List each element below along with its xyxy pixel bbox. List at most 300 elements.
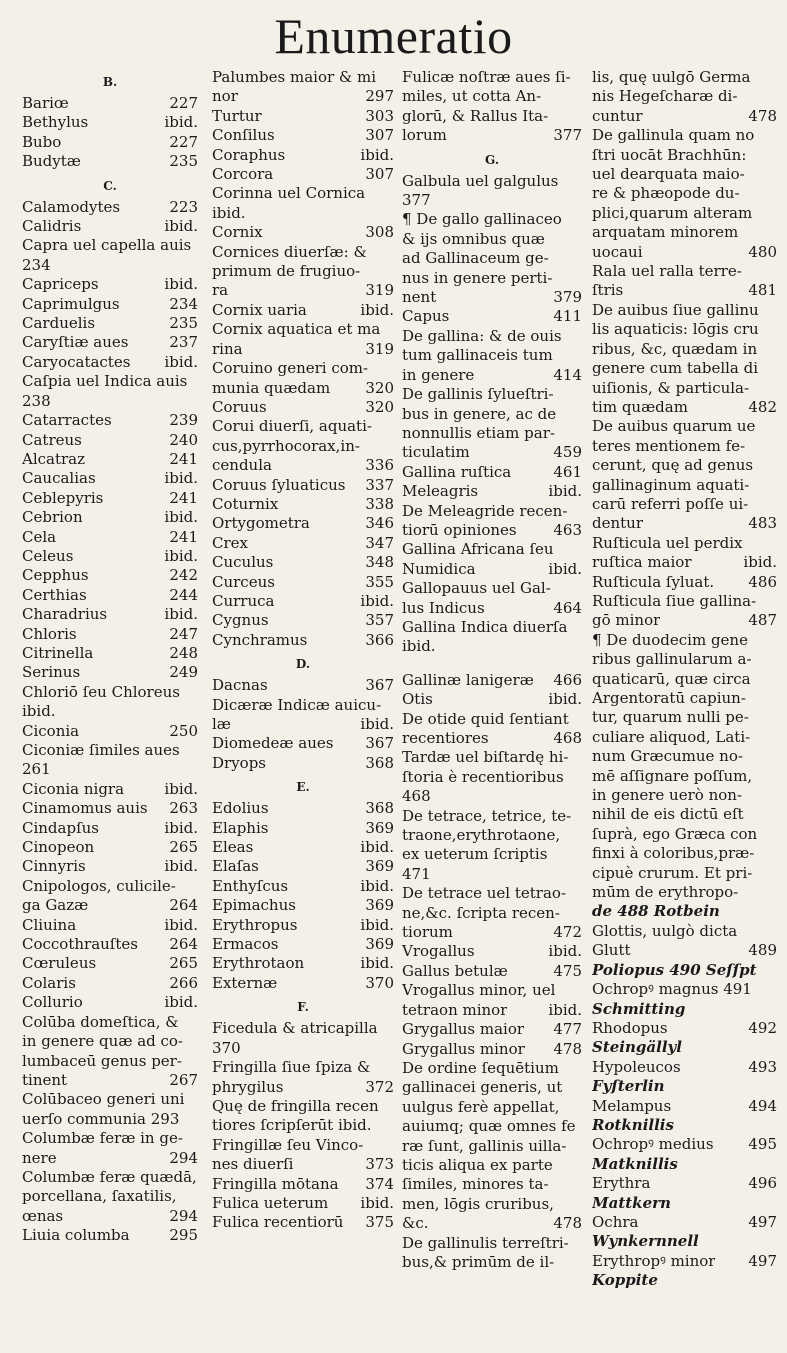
entry-page-ref: 320 [365, 378, 394, 397]
entry-page-ref: ibid. [164, 546, 198, 565]
index-entry-line: ſimiles, minores ta- [402, 1175, 549, 1194]
entry-term: Erythrotaon [212, 954, 305, 973]
entry-page-ref: 347 [365, 533, 394, 552]
entry-page-ref: ibid. [360, 300, 394, 319]
index-entry-line: Ficedula & atricapilla [212, 1019, 378, 1038]
entry-page-ref: 369 [365, 896, 394, 915]
index-entry [212, 592, 394, 611]
entry-term: Colaris [22, 973, 76, 992]
index-entry [22, 916, 198, 935]
index-entry [22, 450, 198, 469]
index-entry [212, 1194, 394, 1213]
index-entry-line: Dicæræ Indicæ auicu- [212, 695, 382, 714]
index-entry-line: Rala uel ralla terre- [592, 262, 742, 281]
index-entry [22, 1149, 198, 1168]
entry-term: Catreus [22, 430, 82, 449]
index-entry-line: Cornix aquatica et ma [212, 320, 381, 339]
entry-term: Alcatraz [22, 449, 86, 468]
index-entry [592, 281, 777, 300]
index-entry [592, 611, 777, 630]
entry-page-ref: 346 [365, 514, 394, 533]
section-letter-heading: F. [297, 1000, 309, 1015]
entry-page-ref: ibid. [360, 715, 394, 733]
entry-term: Ruſticula ſyluat. [592, 572, 715, 591]
entry-term: Budytæ [22, 152, 81, 171]
index-entry [212, 281, 394, 300]
index-entry-line: Columbæ feræ quædā, [22, 1167, 197, 1186]
index-entry-line: Chloriō ſeu Chloreus [22, 682, 180, 701]
entry-term: Cynchramus [212, 630, 308, 649]
entry-page-ref: ibid. [360, 876, 394, 895]
index-entry [22, 993, 198, 1012]
entry-term: Charadrius [22, 605, 108, 624]
entry-term: œnas [22, 1206, 64, 1225]
index-entry-line: cipuè crurum. Et pri- [592, 863, 753, 882]
entry-term: Cebrion [22, 508, 83, 527]
entry-page-ref: 493 [748, 1057, 777, 1076]
index-entry-line: 377 [402, 191, 431, 210]
index-entry [22, 133, 198, 152]
index-entry [22, 935, 198, 954]
index-entry-line: De Meleagride recen- [402, 501, 568, 520]
entry-term: lus Indicus [402, 598, 485, 617]
index-entry-line: Corinna uel Cornica [212, 184, 366, 203]
index-entry [212, 495, 394, 514]
entry-term: cuntur [592, 106, 643, 125]
index-entry-line: Columbæ feræ in ge- [22, 1129, 183, 1148]
index-entry [592, 1097, 777, 1116]
entry-page-ref: 468 [553, 729, 582, 747]
entry-page-ref: ibid. [164, 818, 198, 837]
index-entry-line: Gallina Indica diuerſa [402, 617, 568, 636]
index-entry-line: ſuprà, ego Græca con [592, 824, 758, 843]
index-entry-line: Steingällyl [592, 1038, 682, 1057]
index-entry [22, 469, 198, 488]
entry-term: Bethylus [22, 113, 89, 132]
index-entry-line: bus in genere, ac de [402, 404, 557, 423]
entry-page-ref: 239 [169, 411, 198, 430]
index-entry-line: lumbaceū genus per- [22, 1051, 182, 1070]
entry-term: dentur [592, 514, 643, 533]
entry-page-ref: 374 [365, 1174, 394, 1193]
index-entry [212, 146, 394, 165]
entry-page-ref: 348 [365, 553, 394, 572]
index-entry [212, 1078, 394, 1097]
index-entry [592, 1019, 777, 1038]
index-entry [22, 295, 198, 314]
index-entry [212, 456, 394, 475]
entry-term: ra [212, 281, 229, 300]
index-entry [212, 611, 394, 630]
entry-page-ref: 369 [365, 935, 394, 954]
entry-page-ref: 264 [169, 896, 198, 915]
entry-page-ref: ibid. [164, 217, 198, 236]
index-entry-line: re & phæopode du- [592, 184, 740, 203]
entry-page-ref: 320 [365, 397, 394, 416]
index-entry [402, 1020, 582, 1039]
entry-term: Fulica recentiorū [212, 1213, 344, 1232]
index-entry-line: ne,&c. ſcripta recen- [402, 903, 560, 922]
index-entry-line: men, lōgis cruribus, [402, 1194, 554, 1213]
index-entry-line: ¶ De gallo gallinaceo [402, 210, 562, 229]
entry-term: Enthyſcus [212, 876, 289, 895]
entry-term: nes diuerſi [212, 1155, 294, 1174]
index-entry-line: nonnullis etiam par- [402, 423, 555, 442]
index-entry-line: miles, ut cotta An- [402, 87, 542, 106]
entry-term: Glutt [592, 941, 631, 960]
entry-page-ref: ibid. [164, 605, 198, 624]
entry-term: Coruus [212, 397, 267, 416]
entry-page-ref: 369 [365, 857, 394, 876]
entry-page-ref: 366 [365, 630, 394, 649]
entry-page-ref: 480 [748, 242, 777, 261]
index-entry [22, 1071, 198, 1090]
entry-term: tiorum [402, 923, 453, 942]
index-entry [22, 198, 198, 217]
index-entry-line: ribus, &c, quædam in [592, 339, 758, 358]
index-entry-line: Ochropꝰ magnus 491 [592, 980, 752, 999]
entry-page-ref: 265 [169, 838, 198, 857]
entry-term: Ochropꝰ medius [592, 1135, 714, 1154]
entry-page-ref: ibid. [743, 553, 777, 572]
index-entry-line: in genere quæ ad co- [22, 1032, 184, 1051]
entry-term: læ [212, 715, 231, 733]
entry-page-ref: 227 [169, 94, 198, 112]
entry-term: Caucalias [22, 469, 96, 488]
entry-term: Elaſas [212, 857, 259, 876]
index-entry [402, 1214, 582, 1233]
entry-page-ref: 367 [365, 676, 394, 695]
index-entry [402, 729, 582, 748]
index-entry-line: 370 [212, 1038, 241, 1057]
entry-term: Serinus [22, 663, 81, 682]
entry-term: recentiores [402, 729, 489, 747]
index-entry [22, 411, 198, 430]
index-entry [402, 366, 582, 385]
entry-term: Externæ [212, 973, 278, 992]
entry-term: Cliuina [22, 915, 77, 934]
index-entry-line: cerunt, quę ad genus [592, 456, 754, 475]
index-entry [212, 857, 394, 876]
index-entry [22, 838, 198, 857]
entry-page-ref: 263 [169, 799, 198, 818]
index-entry [402, 690, 582, 709]
entry-page-ref: 497 [748, 1251, 777, 1270]
entry-term: uocaui [592, 242, 643, 261]
entry-page-ref: 463 [553, 520, 582, 539]
entry-page-ref: 495 [748, 1135, 777, 1154]
entry-term: Meleagris [402, 482, 479, 501]
index-entry [212, 165, 394, 184]
index-entry-line: ibid. [22, 702, 56, 721]
index-entry [402, 1001, 582, 1020]
index-entry-line: 261 [22, 760, 51, 779]
entry-page-ref: 244 [169, 585, 198, 604]
index-entry [402, 1040, 582, 1059]
index-entry-line: Colūba domeſtica, & [22, 1012, 179, 1031]
entry-term: Caprimulgus [22, 294, 120, 313]
entry-term: Edolius [212, 799, 269, 818]
index-entry-line: ex ueterum ſcriptis [402, 845, 548, 864]
index-entry-line: Argentoratū capiun- [592, 689, 746, 707]
index-entry [22, 508, 198, 527]
entry-page-ref: 294 [169, 1206, 198, 1225]
entry-page-ref: 379 [553, 288, 582, 307]
entry-page-ref: 235 [169, 314, 198, 333]
entry-term: Crex [212, 533, 248, 552]
entry-page-ref: 478 [748, 106, 777, 125]
entry-page-ref: 307 [365, 126, 394, 145]
index-entry-line: Ruſticula uel perdix [592, 533, 743, 552]
index-entry-line: Fringillæ ſeu Vinco- [212, 1135, 364, 1154]
entry-page-ref: 319 [365, 281, 394, 300]
entry-page-ref: 227 [169, 132, 198, 151]
entry-term: Coraphus [212, 145, 286, 164]
entry-term: Cindapſus [22, 818, 99, 837]
entry-page-ref: 241 [169, 527, 198, 546]
index-entry [22, 528, 198, 547]
index-entry-line: lis, quę uulgō Germa [592, 68, 751, 86]
index-entry-line: Fyſterlin [592, 1077, 665, 1096]
index-entry-line: ad Gallinaceum ge- [402, 249, 549, 268]
entry-page-ref: 319 [365, 339, 394, 358]
index-entry-line: carū referri poſſe ui- [592, 494, 749, 513]
index-entry-line: Tardæ uel biſtardę hi- [402, 748, 569, 767]
entry-page-ref: 338 [365, 494, 394, 513]
entry-term: Bubo [22, 132, 62, 151]
index-entry-line: De gallina: & de ouis [402, 326, 562, 345]
entry-term: Coturnix [212, 494, 279, 513]
index-entry-line: Matknillis [592, 1154, 678, 1173]
index-entry [402, 923, 582, 942]
index-entry [592, 1058, 777, 1077]
entry-term: Cygnus [212, 611, 269, 630]
entry-page-ref: 337 [365, 475, 394, 494]
index-entry-line: uiſionis, & particula- [592, 378, 750, 397]
entry-term: Erythropꝰ minor [592, 1251, 716, 1270]
index-entry [212, 676, 394, 695]
index-entry-line: De gallinulis terreſtri- [402, 1233, 569, 1252]
entry-term: Citrinella [22, 643, 94, 662]
entry-page-ref: 242 [169, 566, 198, 585]
index-entry [212, 534, 394, 553]
entry-page-ref: 497 [748, 1212, 777, 1231]
entry-page-ref: 307 [365, 165, 394, 184]
entry-term: Erythropus [212, 915, 298, 934]
index-entry [22, 974, 198, 993]
index-entry [592, 1252, 777, 1271]
entry-page-ref: ibid. [360, 591, 394, 610]
entry-page-ref: 372 [365, 1077, 394, 1096]
entry-page-ref: 369 [365, 818, 394, 837]
section-letter-heading: C. [103, 178, 117, 193]
index-entry-line: tiores ſcripſerūt ibid. [212, 1116, 372, 1135]
index-entry-line: Ciconiæ ſimiles aues [22, 741, 180, 759]
entry-page-ref: 267 [169, 1070, 198, 1089]
index-entry [212, 301, 394, 320]
index-entry-line: nis Hegeſcharæ di- [592, 87, 738, 106]
index-entry [402, 521, 582, 540]
index-entry-line: Wynkernnell [592, 1232, 699, 1251]
entry-page-ref: ibid. [164, 275, 198, 294]
entry-page-ref: 466 [553, 670, 582, 689]
entry-page-ref: 459 [553, 443, 582, 462]
index-entry [22, 896, 198, 915]
entry-term: Rhodopus [592, 1018, 668, 1037]
entry-page-ref: 237 [169, 333, 198, 352]
entry-page-ref: ibid. [548, 559, 582, 578]
entry-term: Caryocatactes [22, 352, 131, 371]
entry-page-ref: ibid. [360, 838, 394, 857]
entry-page-ref: 248 [169, 643, 198, 662]
spacer [402, 657, 582, 671]
index-entry-line: Gallina Africana ſeu [402, 540, 554, 559]
index-entry [22, 1226, 198, 1245]
entry-term: Celeus [22, 546, 74, 565]
index-entry [402, 942, 582, 961]
entry-page-ref: 375 [365, 1213, 394, 1232]
index-entry-line: ticis aliqua ex parte [402, 1155, 553, 1174]
index-entry-line: in genere uerò non- [592, 786, 742, 805]
index-entry [402, 599, 582, 618]
index-entry-line: culiare aliquod, Lati- [592, 727, 751, 746]
entry-page-ref: 489 [748, 941, 777, 960]
entry-term: Cinnyris [22, 857, 86, 876]
entry-term: Cuculus [212, 553, 274, 572]
index-entry-line: Mattkern [592, 1193, 671, 1212]
index-entry-line: plici,quarum alteram [592, 203, 753, 222]
index-entry-line: Koppite [592, 1271, 658, 1290]
entry-term: ruſtica maior [592, 553, 692, 572]
entry-page-ref: 265 [169, 954, 198, 973]
entry-term: Gallina ruſtica [402, 462, 512, 481]
index-entry [212, 107, 394, 126]
entry-page-ref: 411 [553, 307, 582, 326]
entry-term: Ceblepyris [22, 488, 104, 507]
entry-term: Caryſtiæ aues [22, 333, 129, 352]
entry-term: tim quædam [592, 397, 688, 416]
index-column-3 [402, 68, 582, 1272]
index-entry [592, 1135, 777, 1154]
index-entry [22, 722, 198, 741]
index-entry-line: Cnipologos, culicile- [22, 876, 176, 895]
index-entry-line: 468 [402, 787, 431, 806]
index-entry-line: Glottis, uulgò dicta [592, 921, 738, 940]
index-entry [22, 780, 198, 799]
entry-page-ref: 478 [553, 1214, 582, 1233]
index-entry [22, 625, 198, 644]
index-entry [402, 288, 582, 307]
entry-term: phrygilus [212, 1077, 284, 1096]
entry-page-ref: ibid. [164, 469, 198, 488]
index-entry [212, 916, 394, 935]
index-entry [212, 838, 394, 857]
entry-term: Cepphus [22, 566, 89, 585]
entry-term: Collurio [22, 993, 83, 1012]
entry-page-ref: 336 [365, 456, 394, 475]
index-entry-line: mē aſſignare poſſum, [592, 766, 753, 785]
index-entry [212, 126, 394, 145]
index-entry [212, 379, 394, 398]
index-entry-line: Colūbaceo generi uni [22, 1090, 185, 1109]
entry-term: munia quædam [212, 378, 331, 397]
index-entry [212, 935, 394, 954]
entry-term: Coruus ſyluaticus [212, 475, 346, 494]
entry-term: Vrogallus [402, 942, 475, 961]
index-entry-line: Corui diuerſi, aquati- [212, 417, 372, 436]
index-entry [592, 941, 777, 960]
index-entry [212, 573, 394, 592]
entry-term: Carduelis [22, 314, 96, 333]
entry-term: Capriceps [22, 275, 99, 294]
index-entry-line: Cornices diuerſæ: & [212, 242, 367, 261]
entry-page-ref: ibid. [164, 779, 198, 798]
index-column-4 [592, 68, 777, 1291]
index-entry-line: Ruſticula ſiue gallina- [592, 591, 757, 610]
entry-page-ref: 496 [748, 1174, 777, 1193]
entry-term: rina [212, 339, 243, 358]
index-entry-line: & ijs omnibus quæ [402, 229, 545, 248]
entry-page-ref: ibid. [164, 352, 198, 371]
index-entry [22, 113, 198, 132]
index-column-2 [212, 68, 394, 1233]
index-entry-line: arquatam minorem [592, 223, 739, 242]
index-entry-line: mūm de erythropo- [592, 883, 739, 902]
index-entry-line: 234 [22, 255, 51, 274]
entry-term: nere [22, 1148, 57, 1167]
entry-page-ref: ibid. [164, 993, 198, 1012]
entry-page-ref: 241 [169, 488, 198, 507]
index-entry [22, 94, 198, 113]
index-entry-line: primum de frugiuo- [212, 262, 361, 281]
entry-page-ref: 240 [169, 430, 198, 449]
page-title: Enumeratio [274, 8, 513, 64]
entry-term: Grygallus minor [402, 1039, 525, 1058]
index-entry [212, 799, 394, 818]
entry-term: Ochra [592, 1212, 639, 1231]
index-entry-line: Coruino generi com- [212, 359, 369, 378]
index-entry [22, 217, 198, 236]
section-letter-heading: G. [485, 152, 499, 167]
index-entry [402, 443, 582, 462]
section-letter-heading: B. [102, 75, 118, 89]
index-entry-line: nus in genere perti- [402, 268, 553, 287]
index-entry-line: porcellana, ſaxatilis, [22, 1187, 177, 1206]
entry-page-ref: 483 [748, 514, 777, 533]
index-entry [212, 715, 394, 734]
index-entry-line: finxi à coloribus,præ- [592, 844, 755, 863]
index-entry [402, 463, 582, 482]
entry-page-ref: ibid. [164, 857, 198, 876]
index-entry [212, 87, 394, 106]
entry-page-ref: 475 [553, 961, 582, 980]
index-entry-line: De gallinula quam no [592, 126, 755, 145]
index-entry [212, 877, 394, 896]
index-entry [22, 152, 198, 171]
entry-page-ref: 494 [748, 1096, 777, 1115]
entry-term: tinent [22, 1070, 68, 1089]
index-entry-line: gallinaginum aquati- [592, 475, 750, 494]
entry-term: Conſilus [212, 126, 275, 145]
entry-page-ref: 492 [748, 1018, 777, 1037]
entry-term: lorum [402, 126, 447, 145]
entry-page-ref: 234 [169, 294, 198, 313]
entry-term: Eleas [212, 838, 254, 857]
index-entry-line: De tetrace uel tetrao- [402, 884, 567, 903]
entry-term: Calamodytes [22, 197, 121, 216]
entry-term: Liuia columba [22, 1226, 130, 1245]
index-entry-line: Schmitting [592, 999, 686, 1018]
